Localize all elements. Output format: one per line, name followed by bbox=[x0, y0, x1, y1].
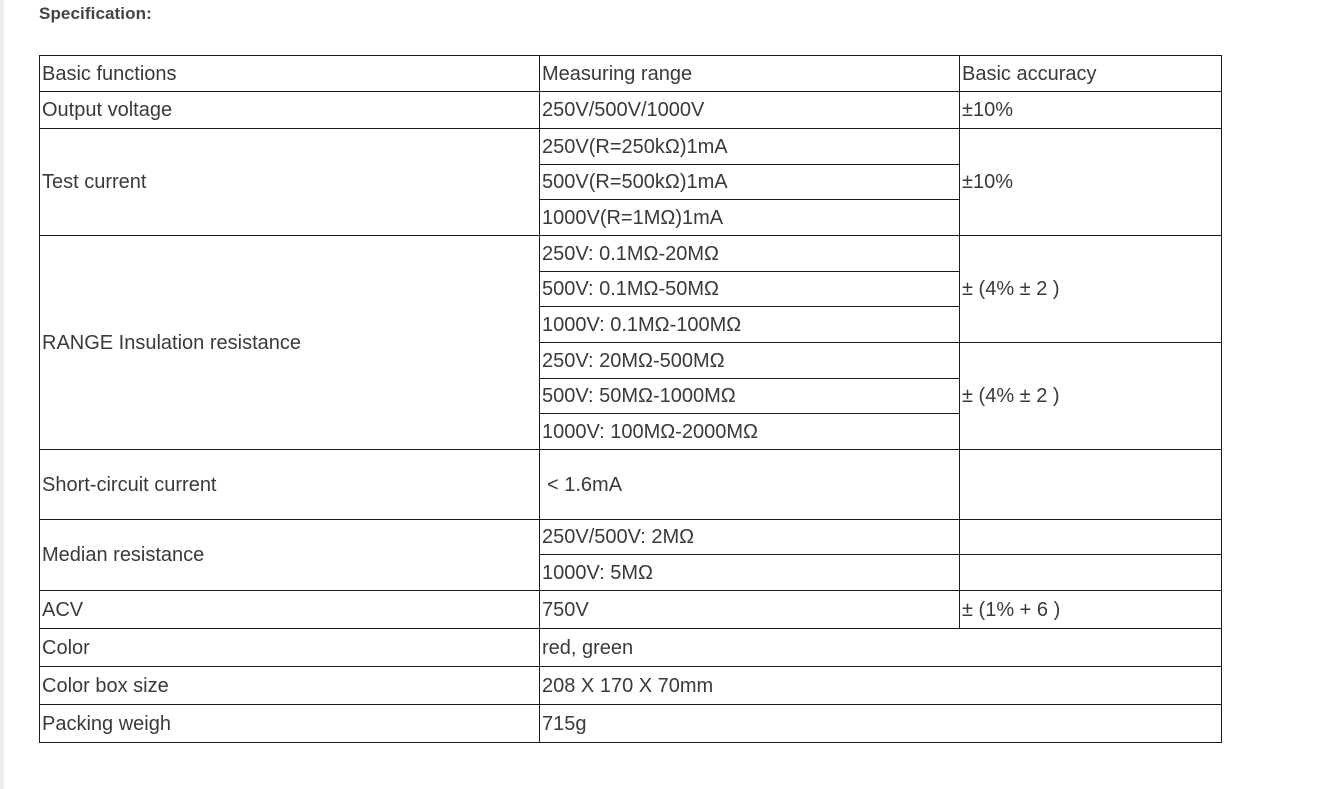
value-cell: 715g bbox=[540, 705, 1222, 743]
function-cell: RANGE Insulation resistance bbox=[40, 236, 540, 450]
table-row bbox=[40, 92, 1222, 129]
accuracy-cell: ±10% bbox=[960, 92, 1222, 129]
range-cell: 500V: 50MΩ-1000MΩ bbox=[540, 379, 960, 414]
accuracy-cell bbox=[960, 520, 1222, 555]
column-header: Measuring range bbox=[540, 56, 960, 92]
function-cell: Color box size bbox=[40, 667, 540, 705]
table-row bbox=[40, 450, 1222, 520]
table-row bbox=[40, 667, 1222, 705]
accuracy-cell: ± (4% ± 2 ) bbox=[960, 343, 1222, 450]
accuracy-cell bbox=[960, 555, 1222, 591]
table-header-row bbox=[40, 56, 1222, 92]
function-cell: Median resistance bbox=[40, 520, 540, 591]
range-cell: 250V: 0.1MΩ-20MΩ bbox=[540, 236, 960, 272]
range-cell: < 1.6mA bbox=[540, 450, 960, 520]
accuracy-cell: ± (4% ± 2 ) bbox=[960, 236, 1222, 343]
table-row bbox=[40, 705, 1222, 743]
section-heading: Specification: bbox=[39, 4, 152, 23]
range-cell: 250V: 20MΩ-500MΩ bbox=[540, 343, 960, 379]
function-cell: Short-circuit current bbox=[40, 450, 540, 520]
value-cell: red, green bbox=[540, 629, 1222, 667]
column-header: Basic functions bbox=[40, 56, 540, 92]
accuracy-cell bbox=[960, 450, 1222, 520]
table-row bbox=[40, 129, 1222, 165]
range-cell: 500V(R=500kΩ)1mA bbox=[540, 165, 960, 200]
range-cell: 500V: 0.1MΩ-50MΩ bbox=[540, 272, 960, 307]
accuracy-cell: ± (1% + 6 ) bbox=[960, 591, 1222, 629]
function-cell: Test current bbox=[40, 129, 540, 236]
table-row bbox=[40, 591, 1222, 629]
specification-table bbox=[39, 55, 1222, 743]
range-cell: 1000V(R=1MΩ)1mA bbox=[540, 200, 960, 236]
function-cell: ACV bbox=[40, 591, 540, 629]
range-cell: 750V bbox=[540, 591, 960, 629]
range-cell: 1000V: 0.1MΩ-100MΩ bbox=[540, 307, 960, 343]
range-cell: 1000V: 5MΩ bbox=[540, 555, 960, 591]
range-cell: 250V(R=250kΩ)1mA bbox=[540, 129, 960, 165]
function-cell: Packing weigh bbox=[40, 705, 540, 743]
table-row bbox=[40, 520, 1222, 555]
function-cell: Color bbox=[40, 629, 540, 667]
page-edge bbox=[0, 0, 4, 789]
column-header: Basic accuracy bbox=[960, 56, 1222, 92]
range-cell: 250V/500V/1000V bbox=[540, 92, 960, 129]
value-cell: 208 X 170 X 70mm bbox=[540, 667, 1222, 705]
range-cell: 1000V: 100MΩ-2000MΩ bbox=[540, 414, 960, 450]
accuracy-cell: ±10% bbox=[960, 129, 1222, 236]
range-cell: 250V/500V: 2MΩ bbox=[540, 520, 960, 555]
function-cell: Output voltage bbox=[40, 92, 540, 129]
table-row bbox=[40, 629, 1222, 667]
table-row bbox=[40, 236, 1222, 272]
